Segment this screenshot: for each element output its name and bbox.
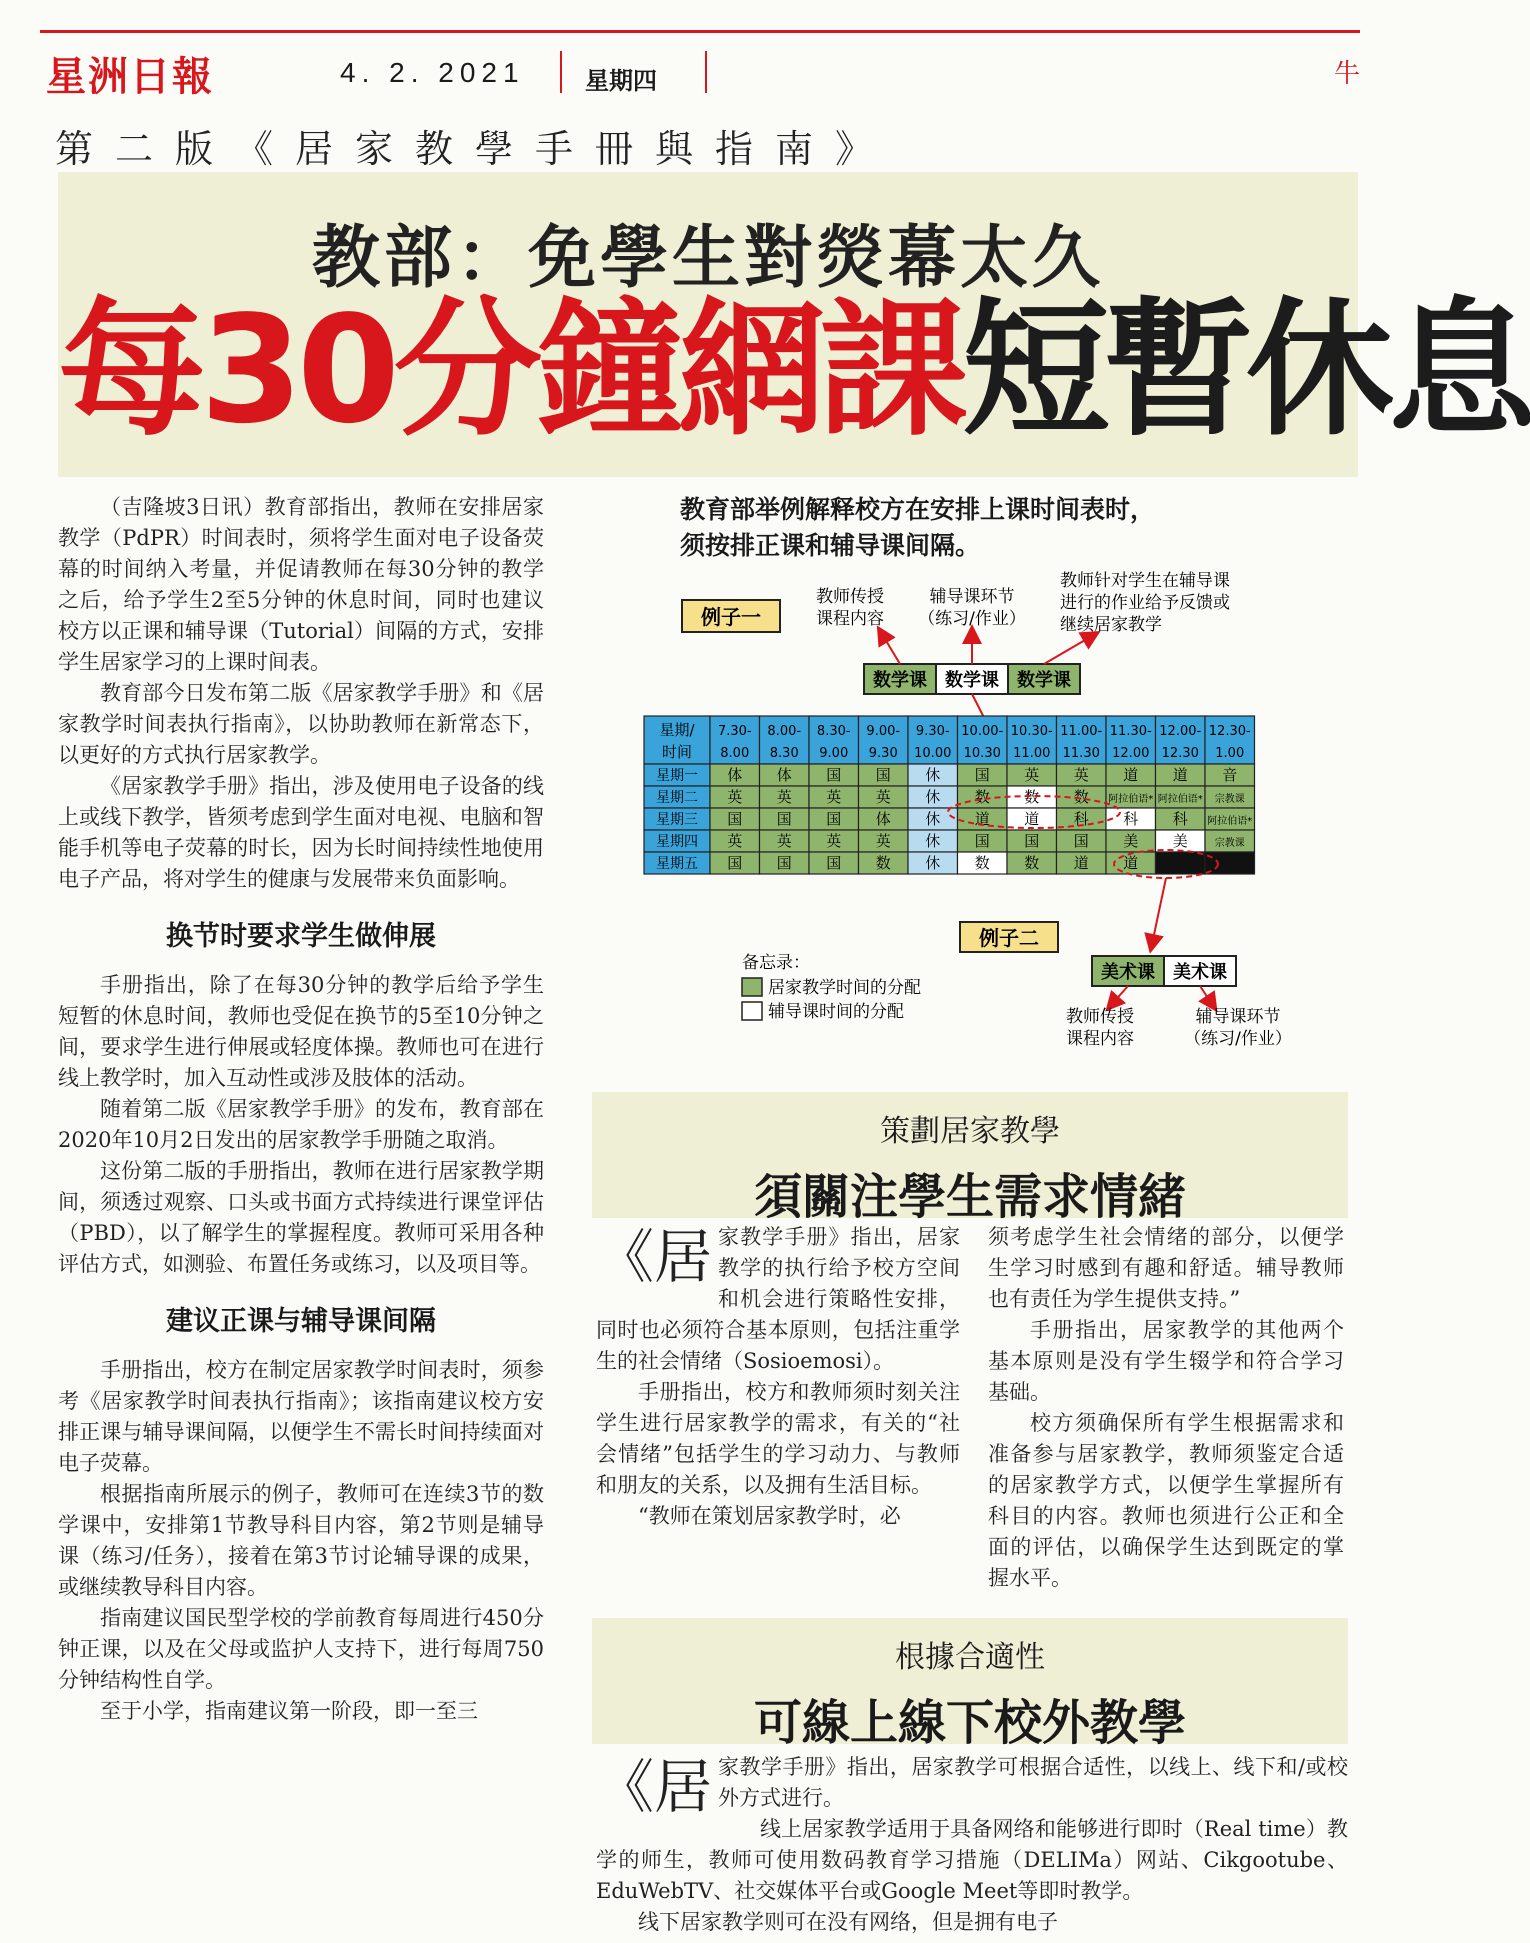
timetable-cell [1156, 852, 1206, 874]
paragraph: （吉隆坡3日讯）教育部指出，教师在安排居家教学（PdPR）时间表时，须将学生面对电子设备荧幕的时间纳入考量，并促请教师在每30分钟的教学之后，给予学生2至5分钟的休息时间，同时也建议校方以正课和辅导课（Tutorial）间隔的方式，安排学生居家学习的上课时间表。 [58, 495, 544, 674]
timetable-cell-label: 国 [875, 766, 891, 784]
timetable-cell-label: 音 [1222, 766, 1238, 784]
timetable-cell-label: 美 [1172, 832, 1188, 850]
paragraph: 教育部今日发布第二版《居家教学手册》和《居家教学时间表执行指南》，以协助教师在新常态下，以更好的方式执行居家教学。 [58, 681, 544, 767]
timetable-time-end: 1.00 [1215, 746, 1245, 761]
note-tutorial-line2: （练习/作业） [1184, 1029, 1292, 1049]
math-class-label: 数学课 [873, 670, 927, 691]
timetable-time-end: 10.00 [914, 746, 952, 761]
timetable-cell-label: 英 [826, 788, 842, 806]
timetable-cell-label: 英 [875, 788, 891, 806]
timetable-cell-label: 数 [1073, 788, 1089, 806]
hero-headline-black: 短暫休息 [961, 284, 1530, 456]
timetable-time-start: 8.30- [816, 724, 851, 739]
paragraph [596, 1752, 1348, 1821]
section2-column-left [596, 1222, 960, 1532]
section3-headline: 可線上線下校外教學 [753, 1695, 1186, 1751]
timetable-cell-label: 休 [925, 788, 941, 806]
paragraph: 随着第二版《居家教学手册》的发布，教育部在2020年10月2日发出的居家教学手册随之取消。 [58, 1097, 544, 1152]
note-feedback-line1: 教师针对学生在辅导课 [1060, 571, 1230, 591]
timetable-cell-label: 休 [925, 766, 941, 784]
timetable-cell-label: 英 [776, 788, 792, 806]
timetable-time-end: 10.30 [963, 746, 1001, 761]
legend-white-label: 辅导课时间的分配 [768, 1002, 904, 1022]
arrow [1200, 986, 1212, 1004]
masthead [40, 30, 1360, 100]
timetable-cell-label: 美 [1123, 832, 1139, 850]
timetable-corner-label: 星期/ [659, 721, 695, 739]
timetable-corner-label: 时间 [661, 743, 693, 761]
timetable-time-start: 12.00- [1159, 724, 1202, 739]
section3-header [592, 1618, 1348, 1751]
timetable-day-label: 星期五 [656, 856, 698, 872]
paragraph-text: 家教学手册》指出，居家教学可根据合适性，以线上、线下和/或校外方式进行。 [718, 1755, 1348, 1810]
timetable-cell-label: 数 [875, 854, 891, 872]
note-tutorial-line2: （练习/作业） [918, 609, 1026, 629]
timetable-time-start: 9.00- [866, 724, 901, 739]
newspaper-logo: 星洲日報 [46, 54, 214, 100]
timetable-time-end: 11.00 [1013, 746, 1051, 761]
note-tutorial-line1: 辅导课环节 [1195, 1007, 1281, 1027]
subheading: 换节时要求学生做伸展 [166, 921, 436, 952]
timetable-cell-label: 英 [1024, 766, 1040, 784]
note-teach-line2: 课程内容 [1066, 1029, 1134, 1049]
timetable-cell-label: 国 [776, 810, 792, 828]
timetable-cell-label: 英 [875, 832, 891, 850]
timetable-time-start: 10.30- [1010, 724, 1053, 739]
math-class-label: 数学课 [1017, 670, 1071, 691]
timetable-cell [1205, 852, 1255, 874]
timetable-day-label: 星期四 [656, 834, 698, 850]
arrow [882, 634, 900, 664]
timetable-cell-label: 休 [925, 810, 941, 828]
timetable-cell-label: 国 [826, 854, 842, 872]
paragraph: 须考虑学生社会情绪的部分，以便学生学习时感到有趣和舒适。辅导教师也有责任为学生提供支持。” [988, 1225, 1344, 1311]
timetable-time-start: 11.00- [1060, 724, 1103, 739]
timetable-cell-label: 国 [727, 854, 743, 872]
timetable-cell-label: 体 [875, 810, 891, 828]
timetable-cell-label: 国 [974, 766, 990, 784]
legend-white-swatch [742, 1002, 762, 1020]
timetable-cell-label: 英 [1073, 766, 1089, 784]
paragraph: 校方须确保所有学生根据需求和准备参与居家教学，教师须鉴定合适的居家教学方式，以便学生掌握所有科目的内容。教师也须进行公正和全面的评估，以确保学生达到既定的掌握水平。 [988, 1411, 1344, 1590]
paragraph: 至于小学，指南建议第一阶段，即一至三 [100, 1699, 478, 1723]
drop-cap: 《居 [596, 1223, 713, 1291]
timetable-cell-label: 道 [1073, 854, 1089, 872]
paragraph: 指南建议国民型学校的学前教育每周进行450分钟正课，以及在父母或监护人支持下，进行每周750分钟结构性自学。 [58, 1606, 544, 1692]
figure-title [680, 492, 1360, 564]
drop-cap: 《居 [596, 1753, 713, 1821]
timetable-cell-label: 国 [974, 832, 990, 850]
timetable-cell-label: 数 [974, 788, 990, 806]
timetable-time-end: 12.00 [1112, 746, 1150, 761]
note-feedback-line3: 继续居家教学 [1060, 615, 1162, 635]
timetable-day-label: 星期二 [656, 790, 698, 806]
example2-label: 例子二 [979, 926, 1039, 950]
timetable-cell-label: 道 [1123, 766, 1139, 784]
section3-kicker: 根據合適性 [895, 1640, 1045, 1675]
timetable-time-start: 11.30- [1109, 724, 1152, 739]
timetable-time-start: 10.00- [961, 724, 1004, 739]
example1-label: 例子一 [701, 605, 761, 629]
paragraph: 手册指出，除了在每30分钟的教学后给予学生短暂的休息时间，教师也受促在换节的5至10分钟之间，要求学生进行伸展或轻度体操。教师也可在进行线上教学时，加入互动性或涉及肢体的活动。 [58, 973, 544, 1090]
timetable-cell-label: 体 [776, 766, 792, 784]
timetable-cell-label: 科 [1073, 810, 1089, 828]
art-class-label: 美术课 [1173, 962, 1227, 983]
timetable-cell-label: 阿拉伯语* [1157, 794, 1203, 805]
note-teach-line1: 教师传授 [816, 587, 884, 607]
paragraph: 线下居家教学则可在没有网络，但是拥有电子 [638, 1910, 1058, 1934]
issue-weekday: 星期四 [585, 67, 657, 95]
timetable-cell-label: 数 [974, 854, 990, 872]
timetable-time-end: 12.30 [1161, 746, 1199, 761]
masthead-divider [560, 51, 562, 93]
timetable-cell-label: 道 [1172, 766, 1188, 784]
paragraph: 手册指出，校方在制定居家教学时间表时，须参考《居家教学时间表执行指南》；该指南建议校方安排正课与辅导课间隔，以便学生不需长时间持续面对电子荧幕。 [58, 1358, 544, 1475]
art-class-label: 美术课 [1101, 962, 1155, 983]
paragraph: 根据指南所展示的例子，教师可在连续3节的数学课中，安排第1节教导科目内容，第2节则是辅导课（练习/任务），接着在第3节讨论辅导课的成果，或继续教导科目内容。 [58, 1482, 544, 1599]
timetable-time-end: 9.30 [868, 746, 898, 761]
section2-column-right [988, 1222, 1344, 1594]
timetable-cell-label: 阿拉伯语* [1108, 794, 1154, 805]
timetable-cell-label: 英 [826, 832, 842, 850]
arrow [1044, 636, 1092, 664]
figure-title-line: 须按排正课和辅导课间隔。 [680, 531, 981, 560]
timetable-cell-label: 休 [925, 832, 941, 850]
timetable-cell-label: 道 [1123, 854, 1139, 872]
timetable-cell-label: 休 [925, 854, 941, 872]
paragraph-text: 家教学手册》指出，居家教学的执行给予校方空间和机会进行策略性安排，同时也必须符合基本原则，包括注重学生的社会情绪（Sosioemosi）。 [596, 1225, 960, 1373]
timetable-cell-label: 体 [727, 766, 743, 784]
timetable-cell-label: 科 [1172, 810, 1188, 828]
legend-green-swatch [742, 978, 762, 996]
issue-date: 4. 2. 2021 [340, 57, 525, 88]
figure-title-line: 教育部举例解释校方在安排上课时间表时， [680, 495, 1156, 524]
section2-kicker: 策劃居家教學 [880, 1114, 1060, 1149]
hero-headline [58, 284, 1530, 456]
paragraph: 线上居家教学适用于具备网络和能够进行即时（Real time）教学的师生，教师可使用数码教育学习措施（DELIMa）网站、Cikgootube、EduWebTV、社交媒体平台或Google Meet等即时教学。 [596, 1817, 1348, 1903]
legend-green-label: 居家教学时间的分配 [768, 978, 921, 998]
timetable-cell-label: 数 [1024, 788, 1040, 806]
timetable-cell-label: 科 [1123, 810, 1139, 828]
timetable-time-start: 7.30- [717, 724, 752, 739]
timetable-time-start: 8.00- [767, 724, 802, 739]
masthead-divider [705, 51, 707, 93]
timetable-time-end: 8.30 [769, 746, 799, 761]
edition-title: 第二版《居家教學手冊與指南》 [55, 127, 896, 171]
timetable-cell-label: 国 [1073, 832, 1089, 850]
timetable-time-start: 12.30- [1208, 724, 1251, 739]
timetable-cell-label: 国 [826, 766, 842, 784]
timetable-diagram [592, 572, 1360, 1052]
timetable-time-end: 11.30 [1062, 746, 1100, 761]
paragraph [596, 1222, 960, 1377]
paragraph: “教师在策划居家教学时，必 [638, 1504, 901, 1528]
timetable-cell-label: 英 [727, 788, 743, 806]
timetable-cell-label: 道 [974, 810, 990, 828]
note-feedback-line2: 进行的作业给予反馈或 [1060, 593, 1230, 613]
timetable-cell-label: 宗教课 [1214, 794, 1245, 805]
hero-headline-red: 每30分鐘網課 [58, 284, 962, 456]
hero-headline-panel [58, 172, 1530, 477]
section2-header [592, 1092, 1348, 1225]
timetable-cell-label: 数 [1024, 854, 1040, 872]
timetable-cell-label: 国 [727, 810, 743, 828]
note-teach-line1: 教师传授 [1066, 1007, 1134, 1027]
section2-headline: 須關注學生需求情緒 [753, 1169, 1186, 1225]
timetable-cell-label: 英 [776, 832, 792, 850]
paragraph: 手册指出，校方和教师须时刻关注学生进行居家教学的需求，有关的“社会情绪”包括学生的学习动力、与教师和朋友的关系，以及拥有生活目标。 [596, 1380, 960, 1497]
timetable-cell-label: 阿拉伯语* [1207, 816, 1253, 827]
paragraph: 这份第二版的手册指出，教师在进行居家教学期间，须透过观察、口头或书面方式持续进行课堂评估（PBD），以了解学生的掌握程度。教师可采用各种评估方式，如测验、布置任务或练习，以及项目等。 [58, 1159, 544, 1276]
legend-title: 备忘录： [742, 953, 810, 973]
timetable-day-label: 星期三 [656, 812, 698, 828]
timetable-figure [592, 492, 1360, 1052]
note-teach-line2: 课程内容 [816, 609, 884, 629]
section-mark: 牛 [1333, 59, 1360, 89]
timetable-cell-label: 国 [826, 810, 842, 828]
timetable-cell-label: 道 [1024, 810, 1040, 828]
section3-column [596, 1752, 1348, 1938]
timetable-cell-label: 国 [776, 854, 792, 872]
left-article-column [58, 492, 544, 1727]
paragraph: 手册指出，居家教学的其他两个基本原则是没有学生辍学和符合学习基础。 [988, 1318, 1344, 1404]
timetable-cell-label: 国 [1024, 832, 1040, 850]
timetable-day-label: 星期一 [656, 768, 698, 784]
note-tutorial-line1: 辅导课环节 [929, 587, 1015, 607]
arrow [1112, 986, 1128, 1004]
subheading: 建议正课与辅导课间隔 [166, 1306, 436, 1337]
timetable-time-start: 9.30- [915, 724, 950, 739]
arrow [1152, 878, 1166, 944]
math-class-label: 数学课 [945, 670, 999, 691]
paragraph: 《居家教学手册》指出，涉及使用电子设备的线上或线下教学，皆须考虑到学生面对电视、电脑和智能手机等电子荧幕的时长，因为长时间持续性地使用电子产品，将对学生的健康与发展带来负面影响。 [58, 774, 544, 891]
hero-subtitle: 教部：免學生對熒幕太久 [311, 219, 1104, 298]
timetable-cell-label: 宗教课 [1214, 838, 1245, 849]
timetable-cell-label: 英 [727, 832, 743, 850]
timetable-time-end: 9.00 [819, 746, 849, 761]
timetable-time-end: 8.00 [720, 746, 750, 761]
